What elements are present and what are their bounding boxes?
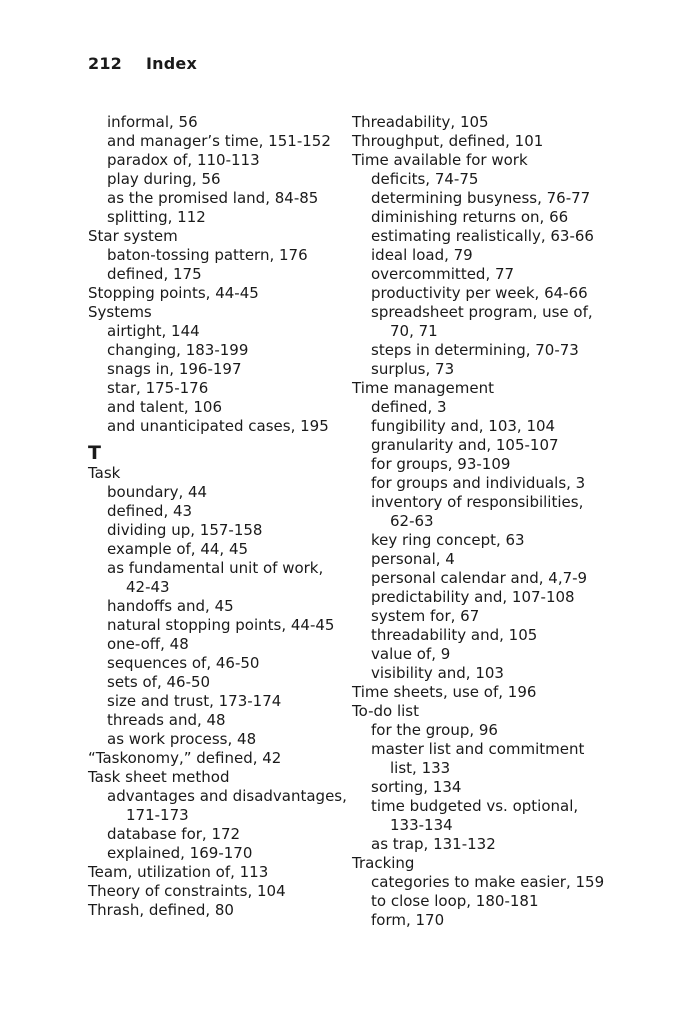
running-header (88, 54, 197, 73)
index-subentry: productivity per week, 64-66 (371, 284, 588, 302)
page-number: 212 (88, 54, 122, 73)
index-entry: To-do list (352, 702, 419, 720)
index-subentry: 62-63 (390, 512, 434, 530)
index-entry: Stopping points, 44-45 (88, 284, 259, 302)
index-subentry: defined, 43 (107, 502, 193, 520)
index-subentry: explained, 169-170 (107, 844, 253, 862)
index-subentry: advantages and disadvantages, (107, 787, 347, 805)
index-entry: Time management (352, 379, 494, 397)
index-subentry: inventory of responsibilities, (371, 493, 584, 511)
index-subentry: system for, 67 (371, 607, 480, 625)
index-entry: Task sheet method (88, 768, 230, 786)
index-subentry: 70, 71 (390, 322, 438, 340)
index-subentry: size and trust, 173-174 (107, 692, 282, 710)
index-subentry: list, 133 (390, 759, 451, 777)
index-subentry: star, 175-176 (107, 379, 209, 397)
index-subentry: granularity and, 105-107 (371, 436, 559, 454)
index-subentry: natural stopping points, 44-45 (107, 616, 335, 634)
index-subentry: handoffs and, 45 (107, 597, 234, 615)
index-entry: Throughput, defined, 101 (352, 132, 544, 150)
index-subentry: form, 170 (371, 911, 445, 929)
index-subentry: to close loop, 180-181 (371, 892, 539, 910)
index-subentry: surplus, 73 (371, 360, 455, 378)
index-subentry: splitting, 112 (107, 208, 206, 226)
index-subentry: 171-173 (126, 806, 189, 824)
index-entry: Systems (88, 303, 152, 321)
index-subentry: for the group, 96 (371, 721, 498, 739)
index-subentry: airtight, 144 (107, 322, 200, 340)
index-subentry: baton-tossing pattern, 176 (107, 246, 308, 264)
index-subentry: predictability and, 107-108 (371, 588, 575, 606)
index-entry: Time sheets, use of, 196 (352, 683, 537, 701)
index-subentry: master list and commitment (371, 740, 585, 758)
index-entry: Star system (88, 227, 178, 245)
index-entry: Team, utilization of, 113 (88, 863, 269, 881)
index-subentry: defined, 3 (371, 398, 447, 416)
index-entry: Task (88, 464, 121, 482)
index-subentry: 42-43 (126, 578, 170, 596)
index-subentry: example of, 44, 45 (107, 540, 249, 558)
index-subentry: as fundamental unit of work, (107, 559, 324, 577)
index-subentry: estimating realistically, 63-66 (371, 227, 594, 245)
index-entry: Thrash, defined, 80 (88, 901, 234, 919)
index-subentry: threads and, 48 (107, 711, 226, 729)
index-subentry: play during, 56 (107, 170, 221, 188)
index-subentry: diminishing returns on, 66 (371, 208, 569, 226)
index-subentry: visibility and, 103 (371, 664, 504, 682)
section-letter: T (88, 442, 101, 464)
index-subentry: 133-134 (390, 816, 453, 834)
index-subentry: one-off, 48 (107, 635, 189, 653)
index-subentry: personal, 4 (371, 550, 455, 568)
index-subentry: and talent, 106 (107, 398, 223, 416)
index-entry: “Taskonomy,” defined, 42 (88, 749, 282, 767)
index-entry: Theory of constraints, 104 (88, 882, 286, 900)
index-subentry: database for, 172 (107, 825, 241, 843)
index-subentry: and manager’s time, 151-152 (107, 132, 331, 150)
index-subentry: as the promised land, 84-85 (107, 189, 319, 207)
index-subentry: personal calendar and, 4,7-9 (371, 569, 588, 587)
index-subentry: value of, 9 (371, 645, 451, 663)
index-subentry: threadability and, 105 (371, 626, 538, 644)
index-subentry: deficits, 74-75 (371, 170, 479, 188)
index-subentry: for groups and individuals, 3 (371, 474, 586, 492)
index-subentry: informal, 56 (107, 113, 198, 131)
index-subentry: key ring concept, 63 (371, 531, 525, 549)
index-subentry: determining busyness, 76-77 (371, 189, 591, 207)
index-subentry: snags in, 196-197 (107, 360, 242, 378)
index-entry: Threadability, 105 (352, 113, 489, 131)
index-subentry: spreadsheet program, use of, (371, 303, 593, 321)
index-subentry: defined, 175 (107, 265, 202, 283)
index-subentry: as trap, 131-132 (371, 835, 496, 853)
section-title: Index (146, 54, 197, 73)
index-entry: Time available for work (352, 151, 528, 169)
index-subentry: sorting, 134 (371, 778, 462, 796)
index-subentry: boundary, 44 (107, 483, 208, 501)
index-subentry: changing, 183-199 (107, 341, 249, 359)
index-column-left (88, 113, 347, 920)
index-subentry: fungibility and, 103, 104 (371, 417, 556, 435)
index-column-right (352, 113, 642, 930)
index-subentry: steps in determining, 70-73 (371, 341, 579, 359)
index-subentry: and unanticipated cases, 195 (107, 417, 329, 435)
index-subentry: time budgeted vs. optional, (371, 797, 579, 815)
index-subentry: paradox of, 110-113 (107, 151, 260, 169)
index-subentry: dividing up, 157-158 (107, 521, 263, 539)
index-subentry: ideal load, 79 (371, 246, 473, 264)
index-subentry: sequences of, 46-50 (107, 654, 260, 672)
index-subentry: as work process, 48 (107, 730, 257, 748)
index-subentry: sets of, 46-50 (107, 673, 211, 691)
index-subentry: overcommitted, 77 (371, 265, 515, 283)
index-subentry: for groups, 93-109 (371, 455, 511, 473)
index-subentry: categories to make easier, 159 (371, 873, 605, 891)
index-entry: Tracking (352, 854, 415, 872)
